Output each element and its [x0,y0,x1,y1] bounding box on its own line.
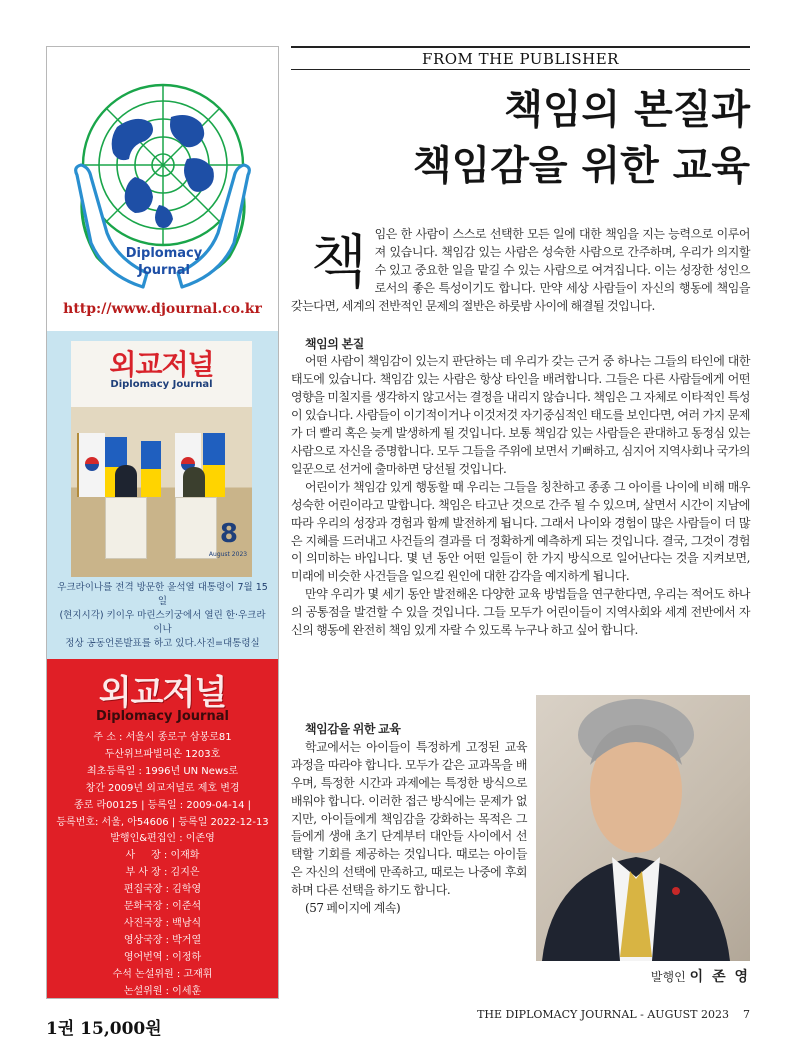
masthead-panel [47,659,278,999]
cover-panel [47,331,278,659]
cover-issue-date: August 2023 [208,551,248,558]
masthead-info-line: 문화국장 : 이준석 [123,901,202,913]
cover-caption-line: 정상 공동언론발표를 하고 있다.사진=대통령실 [65,638,260,649]
section-heading-essence: 책임의 본질 [305,336,364,351]
podium-right [175,497,217,559]
article-title-line: 책임의 본질과 [504,87,750,133]
cover-caption-line: 우크라이나를 전격 방문한 윤석열 대통령이 7월 15일 [57,582,268,607]
masthead-info-line: 사진국장 : 백남식 [123,917,202,929]
publisher-portrait-photo [536,695,750,961]
masthead-info-line: 사 장 : 이재화 [125,850,200,862]
cover-caption-line: (현지시각) 키이우 마린스키궁에서 열린 한·우크라이나 [59,610,266,635]
intro-text: 임은 한 사람이 스스로 선택한 모든 일에 대한 책임을 지는 능력으로 이루어져 있습니다. 책임감 있는 사람은 성숙한 사람으로 간주하며, 우리가 의지할 수 있고 중요한 일을 맡길 수 있는 사람으로 여겨집니다. 이는 성장한 성인으로서의 좋은 특성이기도 합니다. 만약 세상 사람들이 자신의 행동에 책임을 갖는다면, 세계의 전반적인 문제의 절반은 하룻밤 사이에 해결될 것입니다. [291,227,750,313]
site-url-link[interactable]: http://www.djournal.co.kr [63,301,262,317]
cover-caption [55,581,270,651]
article-body [291,226,750,640]
magazine-cover-image [71,341,252,577]
paragraph: 어린이가 책임감 있게 행동할 때 우리는 그들을 칭찬하고 종종 그 아이를 나이에 비해 매우 성숙한 어린이라고 말합니다. 책임은 타고난 것으로 간주 될 수 있으며, 살면서 시간이 지남에 따라 우리의 성장과 경험과 함께 발전하게 됩니다. 그래서 나이와 경험이 많은 사람들이 더 많은 지혜를 드러내고 사건들의 결과를 더 정확하게 예측하게 되는 것입니다. 결국, 그것이 경험이 의미하는 바입니다. 몇 년 동안 어떤 일들이 한 가지 방식으로 일어난다는 것을 지켜보면, 미래에 비슷한 사건들을 일으킬 원인에 대한 감각을 예지하게 됩니다. [291,479,750,584]
masthead-info-line: 부 사 장 : 김지은 [125,867,200,879]
sidebar [46,46,279,999]
masthead-info-line: 편집국장 : 김학영 [123,884,202,896]
footer-journal: THE DIPLOMACY JOURNAL - AUGUST 2023 [477,1008,729,1021]
article-body-lower [291,721,527,918]
masthead-info-line: 영어번역 : 이정하 [123,951,202,963]
photo-caption-name: 이 존 영 [689,969,750,985]
section-label: FROM THE PUBLISHER [291,46,750,70]
portrait-illustration [536,695,750,961]
logo-text-diplomacy: Diplomacy [125,246,203,261]
cover-issue-number: 8 [219,519,238,549]
photo-caption [536,966,750,986]
masthead-info-line: 논설위원 : 이세훈 [123,985,202,997]
masthead-info-line: 두산위브파빌리온 1203호 [104,748,221,760]
masthead-info [47,730,278,999]
masthead-title: 외교저널 [98,673,227,713]
masthead-info-line: 주 소 : 서울시 종로구 삼봉로81 [93,732,232,743]
cover-title: 외교저널 [109,348,214,381]
article-title-line: 책임감을 위한 교육 [413,143,750,189]
cover-subtitle: Diplomacy Journal [110,379,213,390]
page-number: 7 [743,1008,750,1021]
korea-flag-left [77,433,105,497]
drop-cap: 책 [311,228,367,296]
masthead-info-line: 발행인&편집인 : 이존영 [110,833,215,845]
ukraine-flag-center [141,441,161,497]
logo-text-journal: Journal [138,263,190,278]
masthead-info-line: 종로 라00125 | 등록일 : 2009-04-14 | [73,799,252,811]
podium-left [105,497,147,559]
continued-note: (57 페이지에 계속) [305,901,401,916]
logo-panel [47,47,278,331]
paragraph: 학교에서는 아이들이 특정하게 고정된 교육과정을 따라야 합니다. 모두가 같은 교과목을 배우며, 특정한 시간과 과제에는 특정한 방식으로 배워야 합니다. 이러한 접근 방식에는 문제가 없지만, 아이들에게 책임감을 강화하는 목적은 그들에게 생애 초기 단계부터 대안들 사이에서 선택할 기회를 제공하는 것입니다. 때로는 아이들은 자신의 선택에 만족하고, 때로는 나중에 후회하며 다른 선택을 하기도 합니다. [291,739,527,898]
section-heading-education: 책임감을 위한 교육 [305,722,401,736]
diplomacy-journal-logo [47,47,278,331]
masthead-info-line: 등록번호: 서울, 아54606 | 등록일 2022-12-13 [56,816,269,828]
masthead-info-line: 창간 2009년 외교저널로 제호 변경 [85,782,240,794]
page-footer [450,1008,750,1021]
ukraine-flag-right [203,433,225,497]
price-label: 1권 15,000원 [46,1019,162,1039]
masthead-info-line: 최초등록일 : 1996년 UN News로 [87,765,238,777]
masthead-info-line: 영상국장 : 박거열 [123,934,202,946]
paragraph: 만약 우리가 몇 세기 동안 발전해온 다양한 교육 방법들을 연구한다면, 우리는 적어도 하나의 공통점을 발견할 수 있을 것입니다. 그들 모두가 어린이들이 지역사회와 세계 전반에서 자신의 행동에 완전히 책임 있게 자랄 수 있도록 누구나 하고 싶어 합니다. [291,587,750,638]
intro-paragraph [291,226,750,316]
photo-caption-label: 발행인 [650,970,686,984]
paragraph: 어떤 사람이 책임감이 있는지 판단하는 데 우리가 갖는 근거 중 하나는 그들의 타인에 대한 태도에 있습니다. 책임감 있는 사람은 항상 타인을 배려합니다. 그들은 다른 사람들에게 어떤 영향을 미칠지를 생각하지 않고서는 결정을 내리지 않습니다. 책임은 그 자체로 이타적인 특성이 있습니다. 사람들이 이기적이거나 이것저것 자기중심적인 태도를 보인다면, 여러 가지 문제가 더 빨리 혹은 늦게 발생하게 될 것입니다. 보통 책임감 있는 사람들은 관대하고 동정심 있는 사람으로 자신을 증명합니다. 모두 그들을 주위에 보면서 기뻐하고, 심지어 지역사회나 국가의 일꾼으로 선거에 출마하면 당선될 것입니다. [291,354,750,476]
masthead-subtitle: Diplomacy Journal [96,709,229,724]
article-title [291,82,750,194]
masthead-info-line: 수석 논설위원 : 고재휘 [112,968,213,980]
